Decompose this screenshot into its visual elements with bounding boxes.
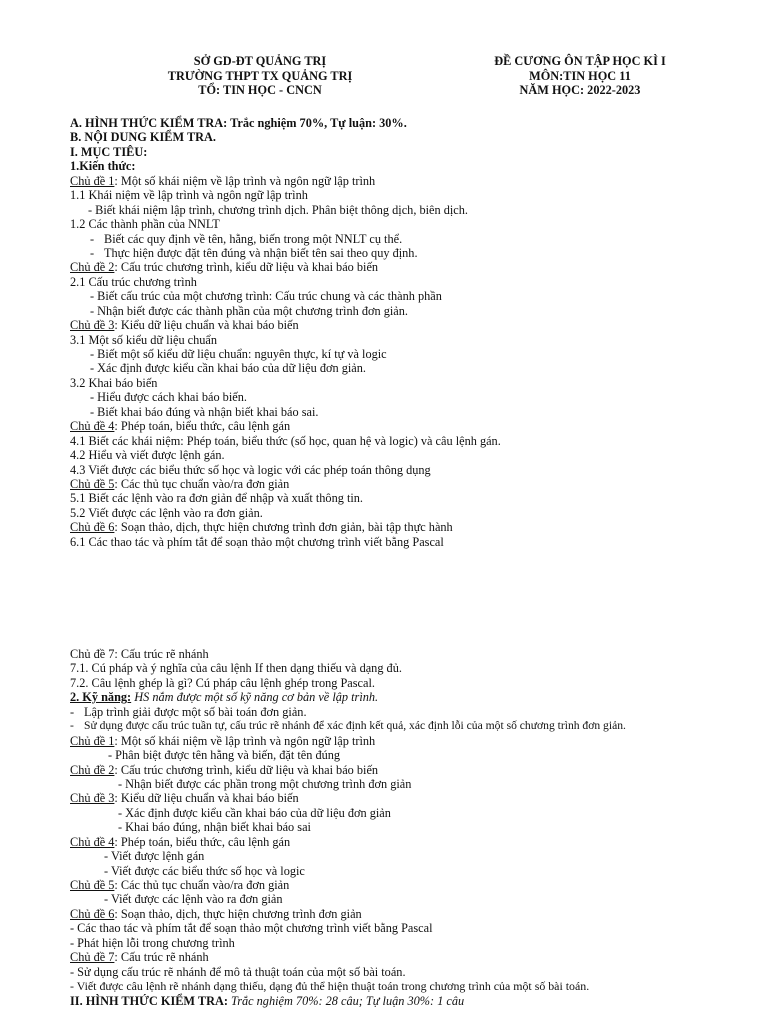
text-line: 3.1 Một số kiểu dữ liệu chuẩn xyxy=(70,332,218,347)
text-line: - Viết được câu lệnh rẽ nhánh dạng thiếu, dạng đủ thể hiện thuật toán trong chương trình của một số bài toán. xyxy=(70,979,590,994)
text-line: - Biết một số kiểu dữ liệu chuẩn: nguyên thực, kí tự và logic xyxy=(90,347,387,361)
text-line: - Hiểu được cách khai báo biến. xyxy=(90,390,247,405)
text-line: - Xác định được kiểu cần khai báo của dữ liệu đơn giản. xyxy=(90,361,366,376)
skill-topic-1: Chủ đề 1: Một số khái niệm về lập trình và ngôn ngữ lập trình xyxy=(70,733,376,748)
text-line: - Khai báo đúng, nhận biết khai báo sai xyxy=(118,820,311,835)
bullet-line: - Thực hiện được đặt tên đúng và nhận biết tên sai theo quy định. xyxy=(90,245,418,260)
topic-7: Chủ đề 7: Cấu trúc rẽ nhánh xyxy=(70,647,209,661)
text-line: - Biết khai báo đúng và nhận biết khai báo sai. xyxy=(90,404,319,419)
text-line: - Xác định được kiểu cần khai báo của dữ liệu đơn giản xyxy=(118,805,391,820)
text-line: - Biết khái niệm lập trình, chương trình dịch. Phân biệt thông dịch, biên dịch. xyxy=(88,202,468,217)
text-line: - Các thao tác và phím tắt để soạn thảo một chương trình viết bằng Pascal xyxy=(70,921,433,936)
text-line: 5.2 Viết được các lệnh vào ra đơn giản. xyxy=(70,505,263,520)
skill-topic-5: Chủ đề 5: Các thủ tục chuẩn vào/ra đơn giản xyxy=(70,878,290,892)
text-line: 6.1 Các thao tác và phím tắt để soạn thảo một chương trình viết bằng Pascal xyxy=(70,534,444,549)
text-line: - Nhận biết được các phần trong một chương trình đơn giản xyxy=(118,776,412,791)
text-line: - Phân biệt được tên hằng và biến, đặt tên đúng xyxy=(108,748,341,763)
content-block-2 xyxy=(70,647,750,1008)
bullet-line: - Sử dụng được cấu trúc tuần tự, cấu trúc rẽ nhánh để xác định kết quả, xác định lỗi của một số chương trình đơn giản. xyxy=(70,719,626,733)
text-line: - Biết cấu trúc của một chương trình: Cấu trúc chung và các thành phần xyxy=(90,289,442,304)
school-year: NĂM HỌC: 2022-2023 xyxy=(519,83,641,97)
objectives-heading: I. MỤC TIÊU: xyxy=(70,144,148,159)
bullet-line: - Biết các quy định về tên, hằng, biến trong một NNLT cụ thể. xyxy=(90,231,403,246)
text-line: - Phát hiện lỗi trong chương trình xyxy=(70,935,235,950)
topic-2: Chủ đề 2: Cấu trúc chương trình, kiểu dữ liệu và khai báo biến xyxy=(70,260,379,275)
subject-name: MÔN:TIN HỌC 11 xyxy=(529,68,631,83)
text-line: 4.1 Biết các khái niệm: Phép toán, biểu thức (số học, quan hệ và logic) và câu lệnh gán. xyxy=(70,433,501,448)
department-name: SỞ GD-ĐT QUẢNG TRỊ xyxy=(193,54,327,68)
text-line: 1.1 Khái niệm về lập trình và ngôn ngữ lập trình xyxy=(70,188,308,203)
text-line: - Sử dụng cấu trúc rẽ nhánh để mô tả thuật toán của một số bài toán. xyxy=(70,964,406,979)
text-line: 2.1 Cấu trúc chương trình xyxy=(70,274,197,289)
text-line: - Viết được các lệnh vào ra đơn giản xyxy=(104,892,283,907)
text-line: 7.2. Câu lệnh ghép là gì? Cú pháp câu lệnh ghép trong Pascal. xyxy=(70,675,375,690)
skill-topic-2: Chủ đề 2: Cấu trúc chương trình, kiểu dữ liệu và khai báo biến xyxy=(70,762,379,777)
topic-6: Chủ đề 6: Soạn thảo, dịch, thực hiện chương trình đơn giản, bài tập thực hành xyxy=(70,520,453,535)
section-b-heading: B. NỘI DUNG KIỂM TRA. xyxy=(70,130,216,145)
bullet-line: - Lập trình giải được một số bài toán đơn giản. xyxy=(70,704,307,719)
skill-topic-6: Chủ đề 6: Soạn thảo, dịch, thực hiện chương trình đơn giản xyxy=(70,906,362,921)
school-name: TRƯỜNG THPT TX QUẢNG TRỊ xyxy=(167,68,353,83)
knowledge-heading: 1.Kiến thức: xyxy=(70,159,136,174)
text-line: 5.1 Biết các lệnh vào ra đơn giản để nhập và xuất thông tin. xyxy=(70,491,364,506)
text-line: 7.1. Cú pháp và ý nghĩa của câu lệnh If then dạng thiếu và dạng đủ. xyxy=(70,661,402,676)
topic-4: Chủ đề 4: Phép toán, biểu thức, câu lệnh gán xyxy=(70,419,291,434)
text-line: 1.2 Các thành phần của NNLT xyxy=(70,217,220,232)
text-line: 4.3 Viết được các biểu thức số học và logic với các phép toán thông dụng xyxy=(70,462,431,477)
topic-1: Chủ đề 1: Một số khái niệm về lập trình và ngôn ngữ lập trình xyxy=(70,173,376,188)
text-line: 4.2 Hiểu và viết được lệnh gán. xyxy=(70,448,225,463)
content-block-1 xyxy=(70,116,750,549)
topic-5: Chủ đề 5: Các thủ tục chuẩn vào/ra đơn giản xyxy=(70,476,290,491)
text-line: 3.2 Khai báo biến xyxy=(70,375,158,390)
skills-heading: 2. Kỹ năng: HS nắm được một số kỹ năng cơ bản về lập trình. xyxy=(70,690,379,705)
skill-topic-3: Chủ đề 3: Kiểu dữ liệu chuẩn và khai báo biến xyxy=(70,791,299,806)
group-name: TỔ: TIN HỌC - CNCN xyxy=(198,83,322,97)
text-line: - Viết được các biểu thức số học và logic xyxy=(104,863,305,878)
section-ii-heading: II. HÌNH THỨC KIỂM TRA: Trắc nghiệm 70%: 28 câu; Tự luận 30%: 1 câu xyxy=(70,993,465,1008)
text-line: - Nhận biết được các thành phần của một chương trình đơn giản. xyxy=(90,303,408,318)
document-title: ĐỀ CƯƠNG ÔN TẬP HỌC KÌ I xyxy=(494,54,666,68)
skill-topic-4: Chủ đề 4: Phép toán, biểu thức, câu lệnh gán xyxy=(70,834,291,849)
school-header xyxy=(140,54,380,98)
topic-3: Chủ đề 3: Kiểu dữ liệu chuẩn và khai báo biến xyxy=(70,318,299,333)
skill-topic-7: Chủ đề 7: Cấu trúc rẽ nhánh xyxy=(70,950,209,965)
document-title-header xyxy=(460,54,700,98)
section-a-heading: A. HÌNH THỨC KIỂM TRA: Trắc nghiệm 70%, Tự luận: 30%. xyxy=(70,116,407,130)
text-line: - Viết được lệnh gán xyxy=(104,849,205,864)
